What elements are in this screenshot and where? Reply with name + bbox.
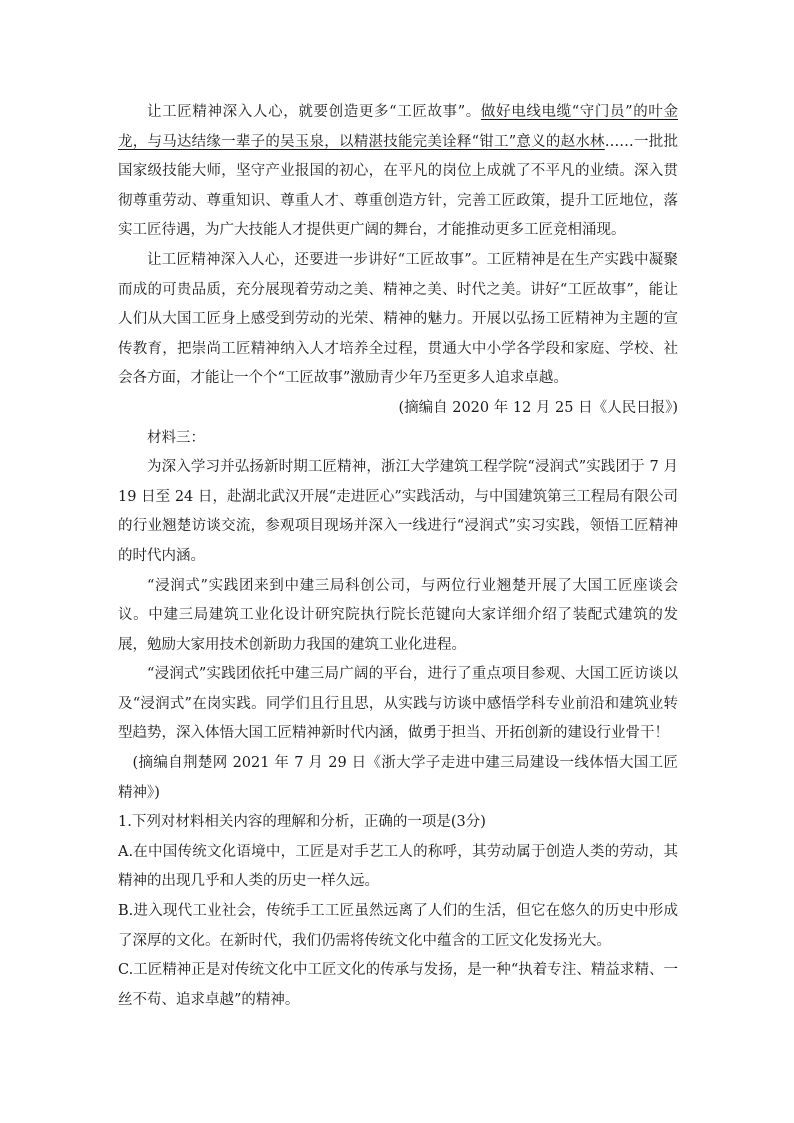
- paragraph-text: ……一批批国家级技能大师，坚守产业报国的初心，在平凡的岗位上成就了不平凡的业绩。深入贯彻尊重劳动、尊重知识、尊重人才、尊重创造方针，完善工匠政策，提升工匠地位，落实工匠待遇，为广大技能人才提供更广阔的舞台，才能推动更多工匠竞相涌现。: [118, 133, 678, 239]
- question-1-option-c: C.工匠精神正是对传统文化中工匠文化的传承与发扬，是一种“执着专注、精益求精、一丝不苟、追求卓越”的精神。: [118, 962, 678, 1008]
- paragraph-practice-team-3: “浸润式”实践团依托中建三局广阔的平台，进行了重点项目参观、大国工匠访谈以及“浸润式”在岗实践。同学们且行且思，从实践与访谈中感悟学科专业前沿和建筑业转型趋势，深入体悟大国工匠精神新时代内涵，做勇于担当、开拓创新的建设行业骨干！: [118, 666, 678, 742]
- material-3-heading: 材料三：: [147, 429, 205, 446]
- paragraph-craftsman-stories-2: 让工匠精神深入人心，还要进一步讲好“工匠故事”。工匠精神是在生产实践中凝聚而成的可贵品质，充分展现着劳动之美、精神之美、时代之美。讲好“工匠故事”，能让人们从大国工匠身上感受到劳动的光荣、精神的魅力。开展以弘扬工匠精神为主题的宣传教育，把崇尚工匠精神纳入人才培养全过程，贯通大中小学各学段和家庭、学校、社会各方面，才能让一个个“工匠故事”激励青少年乃至更多人追求卓越。: [118, 251, 678, 387]
- question-1-stem: 1.下列对材料相关内容的理解和分析，正确的一项是(3分): [118, 814, 486, 831]
- paragraph-practice-team-1: 为深入学习并弘扬新时期工匠精神，浙江大学建筑工程学院“浸润式”实践团于 7 月 19 日至 24 日，赴湖北武汉开展“走进匠心”实践活动，与中国建筑第三工程局有限公司的行业翘楚访谈交流，参观项目现场并深入一线进行“浸润式”实习实践，领悟工匠精神的时代内涵。: [118, 459, 678, 564]
- paragraph-craftsman-stories-1: [118, 98, 678, 246]
- paragraph-practice-team-2: “浸润式”实践团来到中建三局科创公司，与两位行业翘楚开展了大国工匠座谈会议。中建三局建筑工业化设计研究院执行院长范键向大家详细介绍了装配式建筑的发展，勉励大家用技术创新助力我国的建筑工业化进程。: [118, 577, 678, 653]
- question-1-option-a: A.在中国传统文化语境中，工匠是对手艺工人的称呼，其劳动属于创造人类的劳动，其精神的出现几乎和人类的历史一样久远。: [118, 843, 678, 890]
- paragraph-text: 让工匠精神深入人心，就要创造更多“工匠故事”。: [147, 104, 481, 120]
- document-body: [118, 98, 678, 1015]
- source-citation-2: (摘编自荆楚网 2021 年 7 月 29 日《浙大学子走进中建三局建设一线体悟大国工匠精神》): [118, 755, 678, 801]
- source-citation-1: (摘编自 2020 年 12 月 25 日《人民日报》): [398, 399, 678, 416]
- underlined-text: 做好电线电缆“守门员”的叶金龙，与马达结缘一辈子的吴玉泉，以精湛技能完美诠释“钳工”意义的赵水林: [118, 104, 678, 150]
- question-1-option-b: B.进入现代工业社会，传统手工工匠虽然远离了人们的生活，但它在悠久的历史中形成了深厚的文化。在新时代，我们仍需将传统文化中蕴含的工匠文化发扬光大。: [118, 903, 678, 949]
